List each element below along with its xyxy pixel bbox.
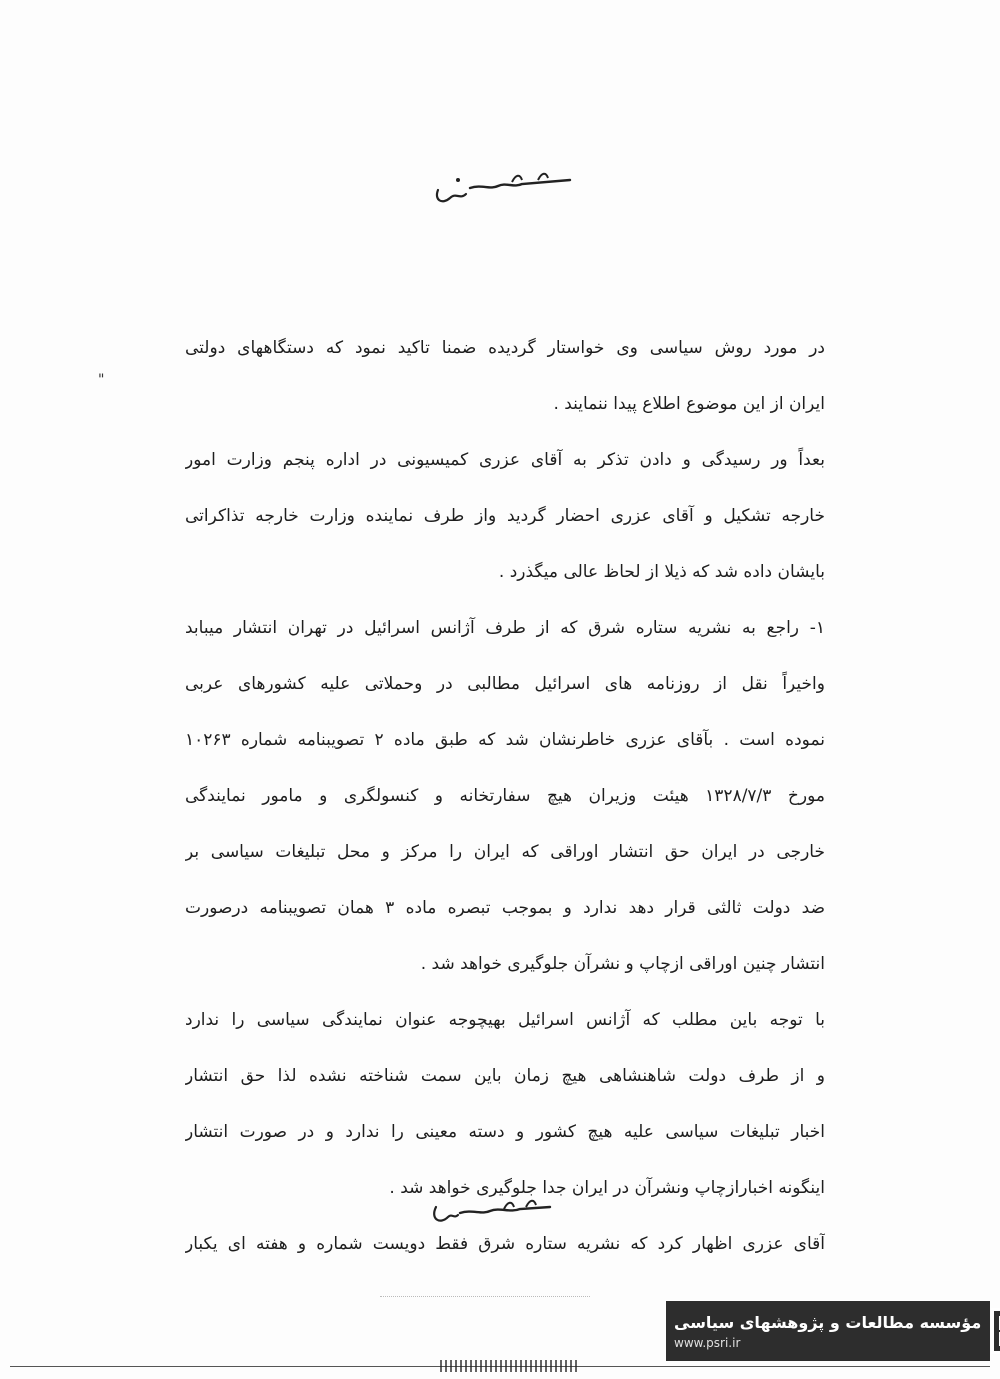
text-line-5: بایشان داده شد که ذیلا از لحاظ عالی میگذرد . — [498, 562, 825, 582]
text-line-11: ضد دولت ثالثی قرار دهد ندارد و بموجب تبصره ماده ۳ همان تصویبنامه درصورت — [185, 898, 825, 918]
text-line-1: در مورد روش سیاسی وی خواستار گردیده ضمنا تاکید نمود که دستگاههای دولتی — [185, 338, 825, 358]
text-line-10: خارجی در ایران حق انتشار اوراقی که ایران را مرکز و محل تبلیغات سیاسی بر — [185, 842, 825, 862]
text-line-3: بعداً ور رسیدگی و دادن تذکر به آقای عزری کمیسیونی در اداره پنجم وزارت امور — [185, 450, 825, 470]
stray-quote-mark: " — [98, 372, 105, 388]
watermark-name: مؤسسه مطالعات و پژوهشهای سیاسی — [674, 1313, 982, 1332]
text-line-8: نموده است . بآقای عزری خاطرنشان شد که طبق ماده ۲ تصویبنامه شماره ۱۰۲۶۳ — [185, 730, 825, 750]
scan-smudge — [440, 1360, 580, 1372]
text-line-14: و از طرف دولت شاهنشاهی هیچ زمان باین سمت شناخته نشده لذا حق انتشار — [185, 1066, 825, 1086]
handwritten-secret-mark-bottom — [420, 1185, 560, 1235]
institute-emblem-icon — [991, 1308, 1000, 1354]
watermark-text — [666, 1307, 991, 1355]
document-body — [185, 320, 825, 1272]
faint-scan-line — [380, 1296, 590, 1297]
text-line-2: ایران از این موضوع اطلاع پیدا ننمایند . — [553, 394, 825, 414]
handwritten-secret-mark-top — [420, 150, 590, 220]
text-line-15: اخبار تبلیغات سیاسی علیه هیچ کشور و دسته معینی را ندارد و در صورت انتشار — [185, 1122, 825, 1142]
text-line-7: واخیراً نقل از روزنامه های اسرائیل مطالبی در وحملاتی علیه کشورهای عربی — [185, 674, 825, 694]
text-line-9: مورخ ۱۳۲۸/۷/۳ هیئت وزیران هیچ سفارتخانه و کنسولگری و مامور نمایندگی — [185, 786, 825, 806]
watermark-url: www.psri.ir — [674, 1336, 741, 1350]
text-line-12: انتشار چنین اوراقی ازچاپ و نشرآن جلوگیری خواهد شد . — [420, 954, 825, 974]
text-line-13: با توجه باین مطلب که آژانس اسرائیل بهیچوجه عنوان نمایندگی سیاسی را ندارد — [185, 1010, 825, 1030]
text-line-17: آقای عزری اظهار کرد که نشریه ستاره شرق فقط دویست شماره و هفته ای یکبار — [185, 1234, 825, 1254]
watermark-logo — [666, 1301, 990, 1361]
text-line-4: خارجه تشکیل و آقای عزری احضار گردید واز طرف نماینده وزارت خارجه تذاکراتی — [185, 506, 825, 526]
text-line-16: اینگونه اخبارازچاپ ونشرآن در ایران جدا جلوگیری خواهد شد . — [389, 1178, 825, 1198]
text-line-6: ۱- راجع به نشریه ستاره شرق که از طرف آژانس اسرائیل در تهران انتشار میبابد — [185, 618, 825, 638]
